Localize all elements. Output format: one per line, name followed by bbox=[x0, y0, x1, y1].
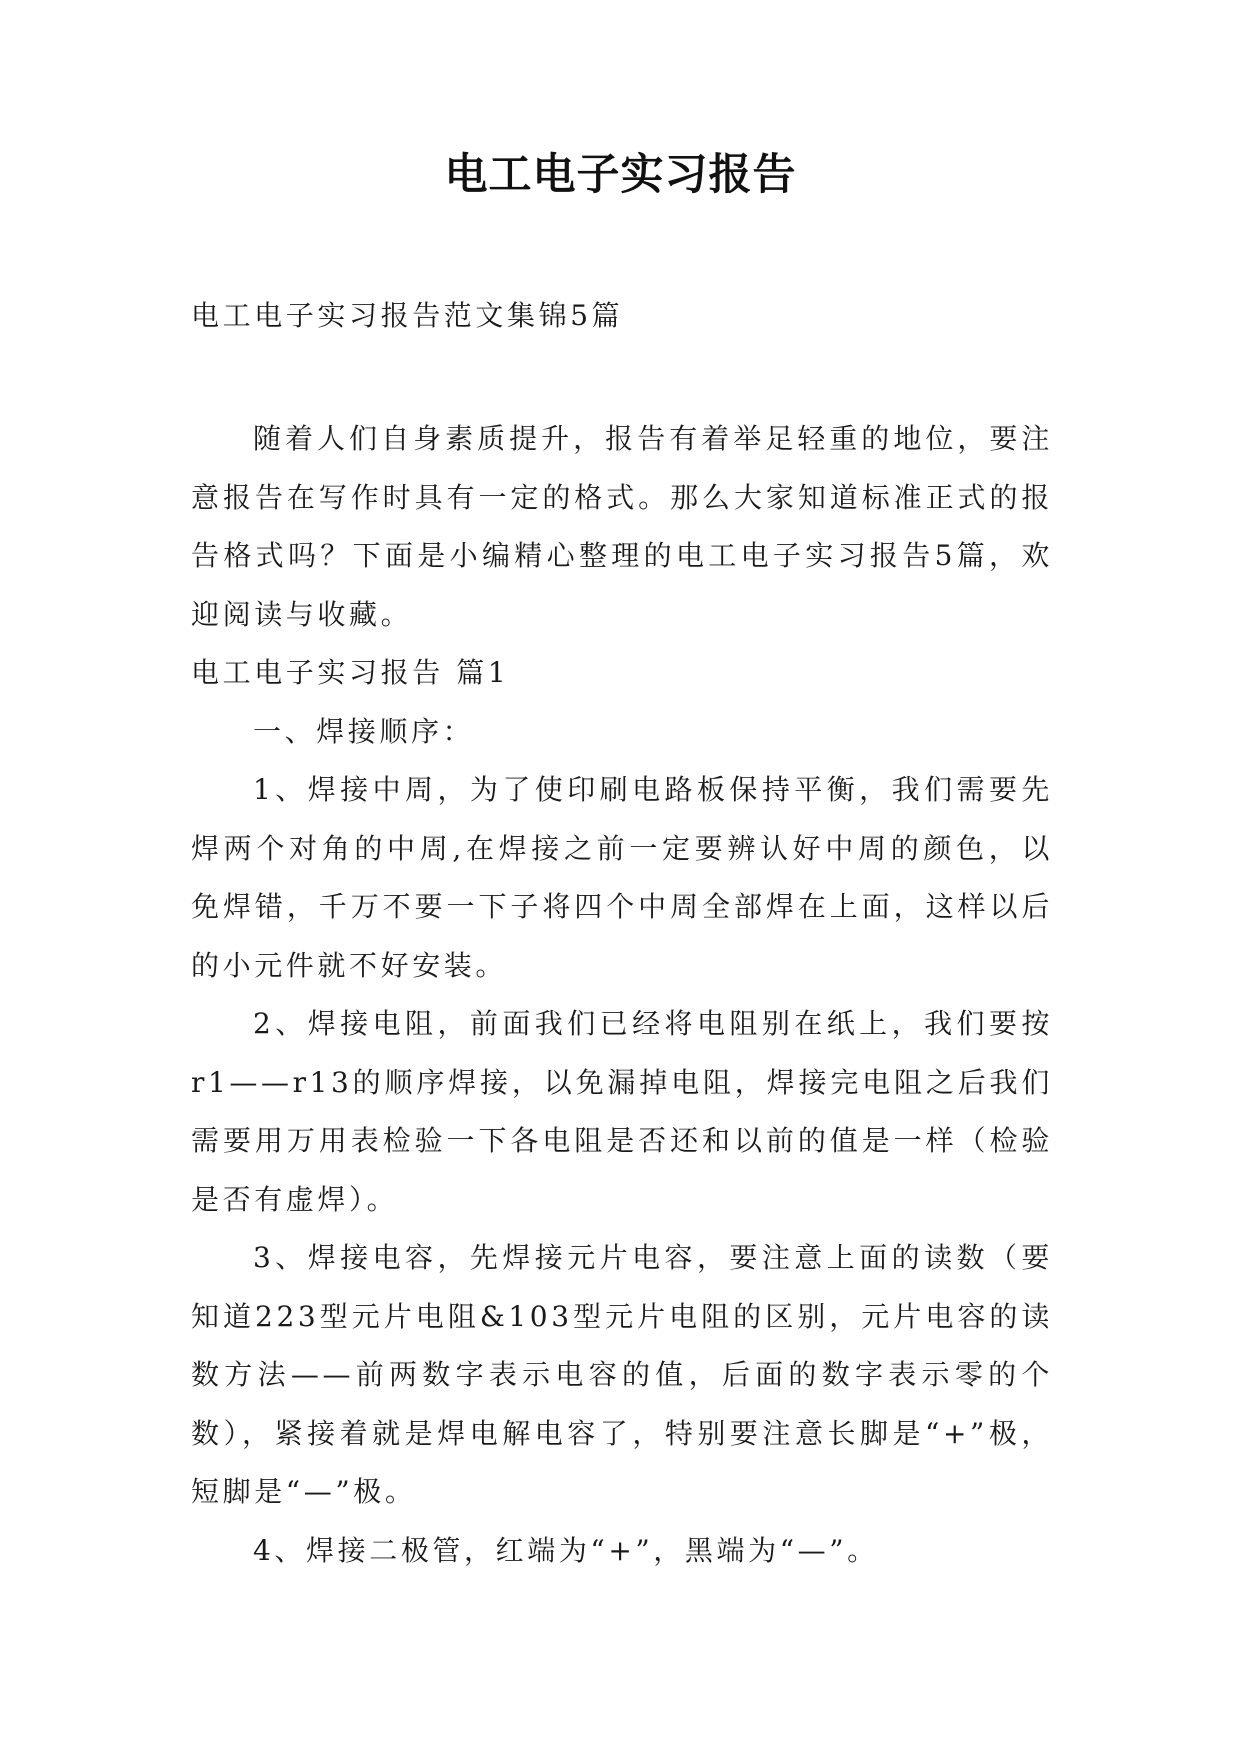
paragraph-welding-resistors: 2、焊接电阻，前面我们已经将电阻别在纸上，我们要按r1——r13的顺序焊接，以免漏掉电阻，焊接完电阻之后我们需要用万用表检验一下各电阻是否还和以前的值是一样（检验是否有虚焊）。 bbox=[191, 1007, 1053, 1216]
section-heading: 电工电子实习报告 篇1 bbox=[191, 656, 510, 689]
intro-paragraph: 随着人们自身素质提升，报告有着举足轻重的地位，要注意报告在写作时具有一定的格式。那么大家知道标准正式的报告格式吗？下面是小编精心整理的电工电子实习报告5篇，欢迎阅读与收藏。 bbox=[191, 422, 1053, 631]
document-title: 电工电子实习报告 bbox=[444, 150, 797, 200]
part-heading: 一、焊接顺序： bbox=[253, 714, 475, 748]
paragraph-welding-coils: 1、焊接中周，为了使印刷电路板保持平衡，我们需要先焊两个对角的中周,在焊接之前一定要辨认好中周的颜色，以免焊错，千万不要一下子将四个中周全部焊在上面，这样以后的小元件就不好安装。 bbox=[191, 773, 1053, 982]
document-subtitle: 电工电子实习报告范文集锦5篇 bbox=[191, 299, 624, 332]
document-body bbox=[191, 410, 1053, 1580]
paragraph-welding-capacitors: 3、焊接电容，先焊接元片电容，要注意上面的读数（要知道223型元片电阻&103型元片电阻的区别，元片电容的读数方法——前两数字表示电容的值，后面的数字表示零的个数），紧接着就是焊电解电容了，特别要注意长脚是“+”极，短脚是“—”极。 bbox=[191, 1241, 1053, 1508]
paragraph-welding-diodes: 4、焊接二极管，红端为“+”，黑端为“—”。 bbox=[253, 1533, 879, 1567]
